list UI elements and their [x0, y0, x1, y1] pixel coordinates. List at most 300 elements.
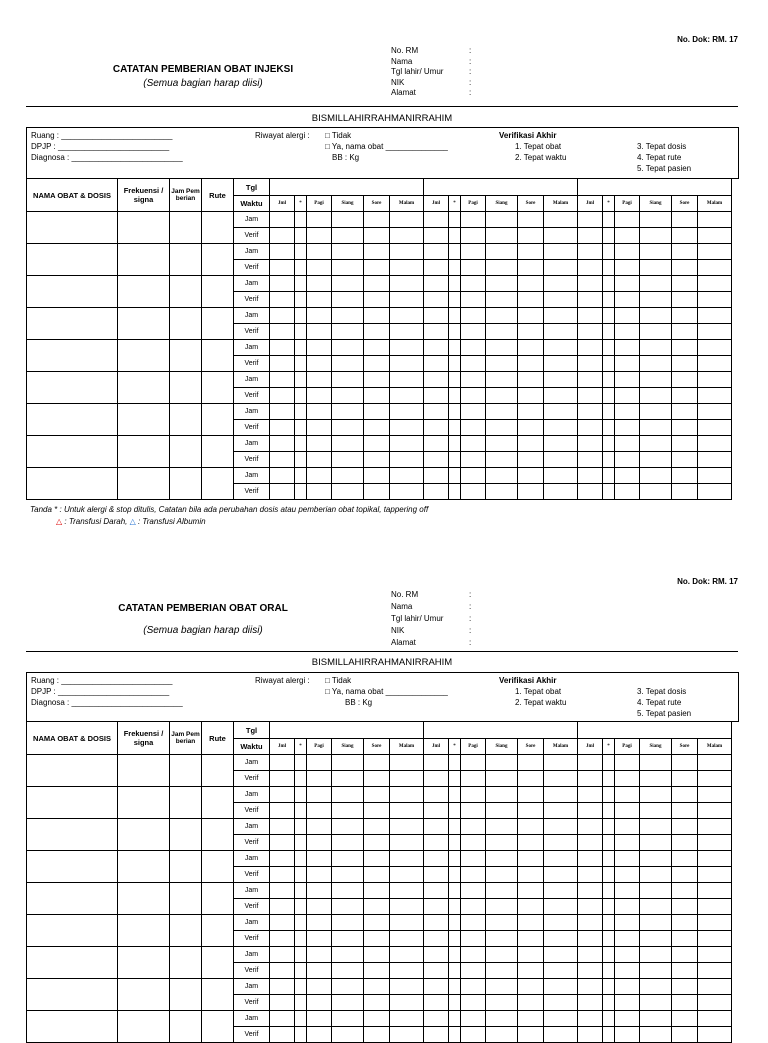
entry-cell[interactable] [640, 931, 672, 947]
entry-cell[interactable] [615, 308, 640, 324]
entry-cell[interactable] [424, 931, 449, 947]
entry-cell[interactable] [295, 324, 307, 340]
entry-cell[interactable] [698, 835, 732, 851]
entry-cell[interactable] [603, 947, 615, 963]
entry-cell[interactable] [486, 963, 518, 979]
entry-cell[interactable] [295, 228, 307, 244]
entry-cell[interactable] [449, 851, 461, 867]
entry-cell[interactable] [672, 356, 698, 372]
diagnosa-field[interactable]: Diagnosa : _________________________ [31, 153, 183, 162]
entry-cell[interactable] [698, 771, 732, 787]
rute-cell[interactable] [202, 276, 234, 308]
entry-cell[interactable] [364, 1011, 390, 1027]
entry-cell[interactable] [270, 452, 295, 468]
entry-cell[interactable] [424, 420, 449, 436]
entry-cell[interactable] [578, 420, 603, 436]
obat-cell[interactable] [27, 787, 118, 819]
entry-cell[interactable] [270, 404, 295, 420]
entry-cell[interactable] [295, 787, 307, 803]
entry-cell[interactable] [390, 771, 424, 787]
entry-cell[interactable] [295, 260, 307, 276]
entry-cell[interactable] [615, 899, 640, 915]
entry-cell[interactable] [486, 899, 518, 915]
entry-cell[interactable] [295, 356, 307, 372]
entry-cell[interactable] [698, 468, 732, 484]
rute-cell[interactable] [202, 436, 234, 468]
entry-cell[interactable] [461, 228, 486, 244]
entry-cell[interactable] [672, 915, 698, 931]
entry-cell[interactable] [424, 292, 449, 308]
entry-cell[interactable] [486, 260, 518, 276]
dpjp-field[interactable]: DPJP : _________________________ [31, 142, 170, 151]
entry-cell[interactable] [364, 803, 390, 819]
entry-cell[interactable] [615, 388, 640, 404]
entry-cell[interactable] [518, 835, 544, 851]
entry-cell[interactable] [270, 931, 295, 947]
entry-cell[interactable] [698, 883, 732, 899]
entry-cell[interactable] [544, 1011, 578, 1027]
entry-cell[interactable] [603, 276, 615, 292]
entry-cell[interactable] [518, 1011, 544, 1027]
entry-cell[interactable] [544, 228, 578, 244]
entry-cell[interactable] [270, 1027, 295, 1043]
entry-cell[interactable] [295, 931, 307, 947]
entry-cell[interactable] [640, 819, 672, 835]
entry-cell[interactable] [390, 899, 424, 915]
entry-cell[interactable] [390, 404, 424, 420]
entry-cell[interactable] [544, 899, 578, 915]
entry-cell[interactable] [640, 899, 672, 915]
entry-cell[interactable] [578, 835, 603, 851]
entry-cell[interactable] [486, 867, 518, 883]
entry-cell[interactable] [307, 771, 332, 787]
entry-cell[interactable] [640, 292, 672, 308]
entry-cell[interactable] [672, 851, 698, 867]
entry-cell[interactable] [364, 452, 390, 468]
entry-cell[interactable] [672, 787, 698, 803]
entry-cell[interactable] [640, 212, 672, 228]
entry-cell[interactable] [461, 851, 486, 867]
frekuensi-cell[interactable] [118, 819, 170, 851]
entry-cell[interactable] [603, 356, 615, 372]
entry-cell[interactable] [424, 995, 449, 1011]
entry-cell[interactable] [295, 1011, 307, 1027]
frekuensi-cell[interactable] [118, 915, 170, 947]
entry-cell[interactable] [603, 404, 615, 420]
rute-cell[interactable] [202, 1011, 234, 1043]
entry-cell[interactable] [486, 835, 518, 851]
entry-cell[interactable] [672, 947, 698, 963]
entry-cell[interactable] [640, 260, 672, 276]
jam-cell[interactable] [170, 372, 202, 404]
entry-cell[interactable] [295, 851, 307, 867]
obat-cell[interactable] [27, 276, 118, 308]
entry-cell[interactable] [672, 308, 698, 324]
entry-cell[interactable] [424, 436, 449, 452]
entry-cell[interactable] [390, 803, 424, 819]
entry-cell[interactable] [518, 420, 544, 436]
entry-cell[interactable] [449, 292, 461, 308]
entry-cell[interactable] [295, 915, 307, 931]
entry-cell[interactable] [364, 468, 390, 484]
entry-cell[interactable] [307, 308, 332, 324]
entry-cell[interactable] [486, 883, 518, 899]
entry-cell[interactable] [295, 947, 307, 963]
entry-cell[interactable] [307, 404, 332, 420]
entry-cell[interactable] [518, 979, 544, 995]
rute-cell[interactable] [202, 308, 234, 340]
entry-cell[interactable] [518, 468, 544, 484]
entry-cell[interactable] [270, 324, 295, 340]
entry-cell[interactable] [307, 931, 332, 947]
allergy-yes-checkbox[interactable]: □ Ya, nama obat ______________ [325, 687, 448, 696]
entry-cell[interactable] [449, 899, 461, 915]
entry-cell[interactable] [364, 835, 390, 851]
entry-cell[interactable] [698, 244, 732, 260]
entry-cell[interactable] [640, 452, 672, 468]
entry-cell[interactable] [364, 1027, 390, 1043]
entry-cell[interactable] [295, 755, 307, 771]
entry-cell[interactable] [390, 308, 424, 324]
entry-cell[interactable] [332, 931, 364, 947]
entry-cell[interactable] [390, 436, 424, 452]
entry-cell[interactable] [390, 356, 424, 372]
entry-cell[interactable] [364, 308, 390, 324]
entry-cell[interactable] [578, 452, 603, 468]
entry-cell[interactable] [461, 340, 486, 356]
entry-cell[interactable] [698, 324, 732, 340]
entry-cell[interactable] [544, 292, 578, 308]
entry-cell[interactable] [449, 468, 461, 484]
jam-cell[interactable] [170, 468, 202, 500]
entry-cell[interactable] [672, 803, 698, 819]
entry-cell[interactable] [364, 404, 390, 420]
entry-cell[interactable] [603, 931, 615, 947]
entry-cell[interactable] [518, 787, 544, 803]
entry-cell[interactable] [449, 931, 461, 947]
entry-cell[interactable] [461, 931, 486, 947]
entry-cell[interactable] [578, 755, 603, 771]
entry-cell[interactable] [424, 212, 449, 228]
entry-cell[interactable] [364, 947, 390, 963]
entry-cell[interactable] [603, 787, 615, 803]
entry-cell[interactable] [307, 468, 332, 484]
entry-cell[interactable] [449, 995, 461, 1011]
entry-cell[interactable] [615, 212, 640, 228]
entry-cell[interactable] [698, 484, 732, 500]
entry-cell[interactable] [332, 867, 364, 883]
entry-cell[interactable] [307, 436, 332, 452]
entry-cell[interactable] [486, 484, 518, 500]
entry-cell[interactable] [295, 1027, 307, 1043]
entry-cell[interactable] [364, 420, 390, 436]
entry-cell[interactable] [486, 324, 518, 340]
frekuensi-cell[interactable] [118, 851, 170, 883]
entry-cell[interactable] [603, 979, 615, 995]
rute-cell[interactable] [202, 883, 234, 915]
entry-cell[interactable] [486, 803, 518, 819]
entry-cell[interactable] [640, 851, 672, 867]
entry-cell[interactable] [270, 819, 295, 835]
entry-cell[interactable] [640, 484, 672, 500]
entry-cell[interactable] [307, 340, 332, 356]
entry-cell[interactable] [603, 260, 615, 276]
entry-cell[interactable] [332, 468, 364, 484]
entry-cell[interactable] [615, 260, 640, 276]
entry-cell[interactable] [640, 468, 672, 484]
entry-cell[interactable] [578, 931, 603, 947]
entry-cell[interactable] [578, 771, 603, 787]
entry-cell[interactable] [461, 899, 486, 915]
entry-cell[interactable] [615, 420, 640, 436]
entry-cell[interactable] [544, 308, 578, 324]
entry-cell[interactable] [640, 1027, 672, 1043]
entry-cell[interactable] [578, 995, 603, 1011]
entry-cell[interactable] [424, 484, 449, 500]
entry-cell[interactable] [544, 819, 578, 835]
entry-cell[interactable] [449, 260, 461, 276]
entry-cell[interactable] [640, 420, 672, 436]
bb-field[interactable]: BB : Kg [345, 698, 373, 707]
entry-cell[interactable] [307, 372, 332, 388]
entry-cell[interactable] [390, 883, 424, 899]
entry-cell[interactable] [672, 771, 698, 787]
entry-cell[interactable] [578, 1011, 603, 1027]
jam-cell[interactable] [170, 308, 202, 340]
entry-cell[interactable] [486, 276, 518, 292]
entry-cell[interactable] [307, 484, 332, 500]
entry-cell[interactable] [486, 771, 518, 787]
entry-cell[interactable] [486, 404, 518, 420]
entry-cell[interactable] [424, 388, 449, 404]
allergy-no-checkbox[interactable]: □ Tidak [325, 131, 352, 140]
entry-cell[interactable] [390, 755, 424, 771]
entry-cell[interactable] [698, 819, 732, 835]
entry-cell[interactable] [698, 755, 732, 771]
entry-cell[interactable] [364, 931, 390, 947]
entry-cell[interactable] [270, 899, 295, 915]
entry-cell[interactable] [640, 372, 672, 388]
entry-cell[interactable] [295, 979, 307, 995]
entry-cell[interactable] [295, 819, 307, 835]
obat-cell[interactable] [27, 404, 118, 436]
entry-cell[interactable] [672, 867, 698, 883]
entry-cell[interactable] [424, 963, 449, 979]
entry-cell[interactable] [640, 404, 672, 420]
entry-cell[interactable] [390, 1027, 424, 1043]
entry-cell[interactable] [424, 324, 449, 340]
entry-cell[interactable] [424, 851, 449, 867]
entry-cell[interactable] [461, 356, 486, 372]
entry-cell[interactable] [544, 931, 578, 947]
entry-cell[interactable] [461, 947, 486, 963]
entry-cell[interactable] [698, 212, 732, 228]
entry-cell[interactable] [449, 228, 461, 244]
entry-cell[interactable] [544, 835, 578, 851]
entry-cell[interactable] [295, 404, 307, 420]
entry-cell[interactable] [603, 292, 615, 308]
entry-cell[interactable] [449, 803, 461, 819]
entry-cell[interactable] [364, 899, 390, 915]
entry-cell[interactable] [270, 755, 295, 771]
entry-cell[interactable] [640, 915, 672, 931]
obat-cell[interactable] [27, 436, 118, 468]
entry-cell[interactable] [518, 452, 544, 468]
entry-cell[interactable] [672, 228, 698, 244]
entry-cell[interactable] [544, 771, 578, 787]
entry-cell[interactable] [424, 1027, 449, 1043]
entry-cell[interactable] [640, 771, 672, 787]
entry-cell[interactable] [461, 1027, 486, 1043]
entry-cell[interactable] [578, 276, 603, 292]
entry-cell[interactable] [424, 835, 449, 851]
entry-cell[interactable] [364, 979, 390, 995]
entry-cell[interactable] [295, 899, 307, 915]
entry-cell[interactable] [486, 228, 518, 244]
entry-cell[interactable] [270, 468, 295, 484]
entry-cell[interactable] [449, 420, 461, 436]
frekuensi-cell[interactable] [118, 1011, 170, 1043]
entry-cell[interactable] [578, 404, 603, 420]
entry-cell[interactable] [640, 228, 672, 244]
entry-cell[interactable] [698, 963, 732, 979]
entry-cell[interactable] [544, 468, 578, 484]
entry-cell[interactable] [424, 340, 449, 356]
entry-cell[interactable] [390, 931, 424, 947]
rute-cell[interactable] [202, 755, 234, 787]
entry-cell[interactable] [486, 468, 518, 484]
entry-cell[interactable] [486, 372, 518, 388]
entry-cell[interactable] [449, 915, 461, 931]
jam-cell[interactable] [170, 244, 202, 276]
entry-cell[interactable] [295, 468, 307, 484]
entry-cell[interactable] [698, 308, 732, 324]
entry-cell[interactable] [578, 340, 603, 356]
entry-cell[interactable] [461, 276, 486, 292]
obat-cell[interactable] [27, 340, 118, 372]
entry-cell[interactable] [698, 404, 732, 420]
entry-cell[interactable] [615, 947, 640, 963]
entry-cell[interactable] [603, 308, 615, 324]
entry-cell[interactable] [390, 947, 424, 963]
entry-cell[interactable] [461, 787, 486, 803]
entry-cell[interactable] [672, 452, 698, 468]
entry-cell[interactable] [364, 787, 390, 803]
entry-cell[interactable] [518, 803, 544, 819]
entry-cell[interactable] [615, 883, 640, 899]
entry-cell[interactable] [544, 787, 578, 803]
entry-cell[interactable] [518, 931, 544, 947]
entry-cell[interactable] [578, 867, 603, 883]
entry-cell[interactable] [544, 947, 578, 963]
entry-cell[interactable] [486, 356, 518, 372]
entry-cell[interactable] [390, 324, 424, 340]
entry-cell[interactable] [332, 388, 364, 404]
entry-cell[interactable] [270, 244, 295, 260]
entry-cell[interactable] [603, 995, 615, 1011]
entry-cell[interactable] [672, 388, 698, 404]
entry-cell[interactable] [698, 867, 732, 883]
entry-cell[interactable] [603, 484, 615, 500]
entry-cell[interactable] [307, 1027, 332, 1043]
entry-cell[interactable] [449, 819, 461, 835]
entry-cell[interactable] [424, 787, 449, 803]
frekuensi-cell[interactable] [118, 468, 170, 500]
entry-cell[interactable] [424, 372, 449, 388]
rute-cell[interactable] [202, 787, 234, 819]
entry-cell[interactable] [672, 404, 698, 420]
entry-cell[interactable] [270, 1011, 295, 1027]
frekuensi-cell[interactable] [118, 276, 170, 308]
frekuensi-cell[interactable] [118, 883, 170, 915]
obat-cell[interactable] [27, 244, 118, 276]
obat-cell[interactable] [27, 372, 118, 404]
entry-cell[interactable] [518, 899, 544, 915]
entry-cell[interactable] [698, 995, 732, 1011]
entry-cell[interactable] [544, 484, 578, 500]
entry-cell[interactable] [672, 468, 698, 484]
entry-cell[interactable] [578, 819, 603, 835]
entry-cell[interactable] [518, 276, 544, 292]
entry-cell[interactable] [390, 292, 424, 308]
entry-cell[interactable] [270, 372, 295, 388]
entry-cell[interactable] [640, 276, 672, 292]
entry-cell[interactable] [461, 292, 486, 308]
entry-cell[interactable] [449, 867, 461, 883]
entry-cell[interactable] [270, 787, 295, 803]
jam-cell[interactable] [170, 755, 202, 787]
entry-cell[interactable] [672, 979, 698, 995]
entry-cell[interactable] [461, 915, 486, 931]
entry-cell[interactable] [270, 979, 295, 995]
obat-cell[interactable] [27, 819, 118, 851]
entry-cell[interactable] [518, 244, 544, 260]
entry-cell[interactable] [544, 436, 578, 452]
entry-cell[interactable] [615, 819, 640, 835]
rute-cell[interactable] [202, 915, 234, 947]
entry-cell[interactable] [364, 228, 390, 244]
entry-cell[interactable] [332, 819, 364, 835]
entry-cell[interactable] [518, 947, 544, 963]
entry-cell[interactable] [332, 835, 364, 851]
entry-cell[interactable] [424, 276, 449, 292]
entry-cell[interactable] [544, 356, 578, 372]
entry-cell[interactable] [486, 1011, 518, 1027]
entry-cell[interactable] [672, 755, 698, 771]
entry-cell[interactable] [640, 803, 672, 819]
entry-cell[interactable] [698, 899, 732, 915]
entry-cell[interactable] [424, 883, 449, 899]
entry-cell[interactable] [364, 883, 390, 899]
entry-cell[interactable] [615, 803, 640, 819]
entry-cell[interactable] [518, 851, 544, 867]
entry-cell[interactable] [518, 388, 544, 404]
entry-cell[interactable] [486, 979, 518, 995]
entry-cell[interactable] [603, 819, 615, 835]
entry-cell[interactable] [486, 755, 518, 771]
entry-cell[interactable] [544, 276, 578, 292]
entry-cell[interactable] [544, 388, 578, 404]
entry-cell[interactable] [364, 340, 390, 356]
entry-cell[interactable] [424, 244, 449, 260]
entry-cell[interactable] [449, 787, 461, 803]
entry-cell[interactable] [518, 484, 544, 500]
entry-cell[interactable] [332, 899, 364, 915]
entry-cell[interactable] [307, 212, 332, 228]
entry-cell[interactable] [364, 276, 390, 292]
entry-cell[interactable] [449, 835, 461, 851]
entry-cell[interactable] [307, 867, 332, 883]
